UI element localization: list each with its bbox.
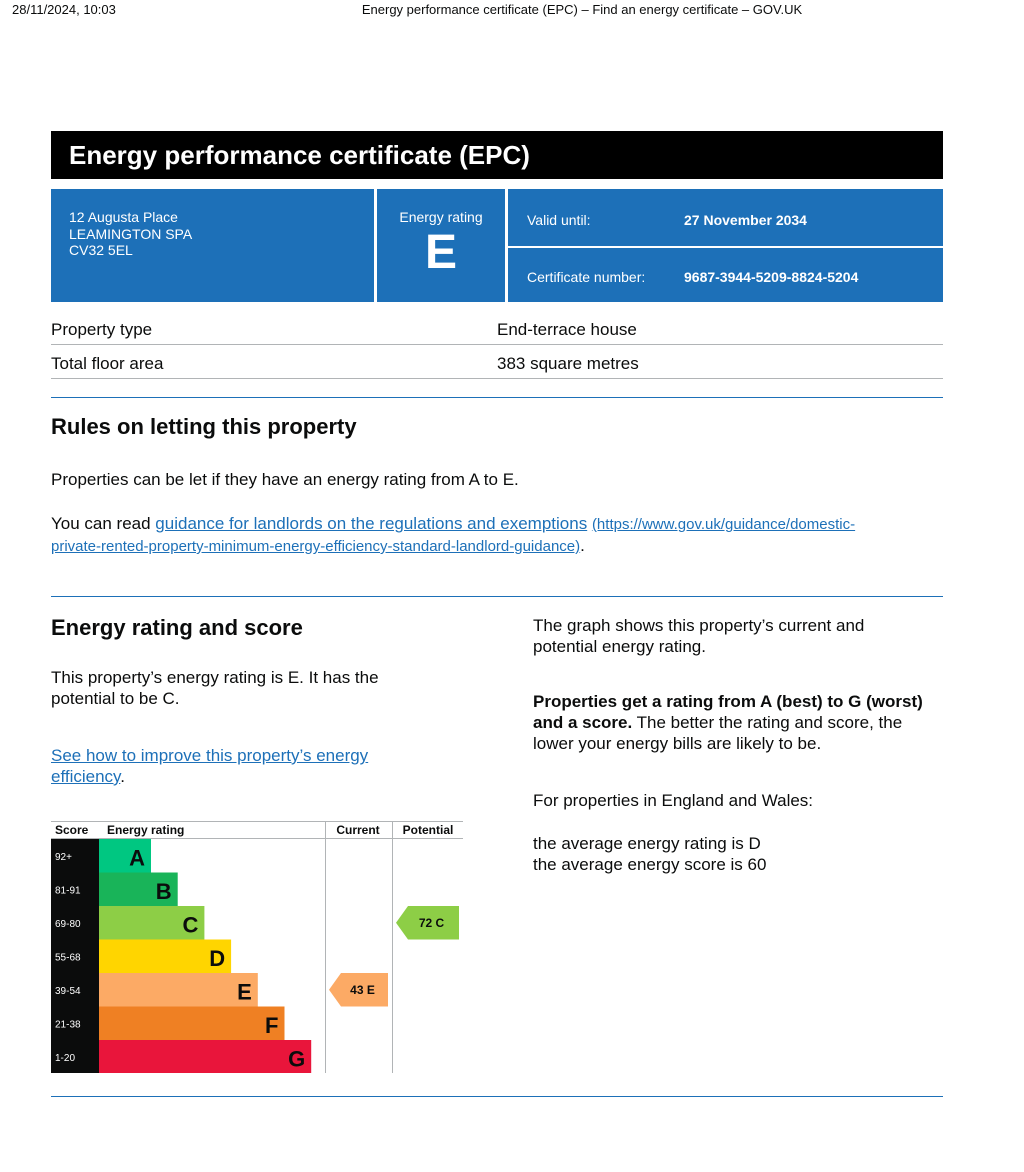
band-letter-g: G [288, 1046, 306, 1072]
band-letter-e: E [237, 979, 252, 1005]
property-type-value: End-terrace house [497, 320, 637, 339]
score-paragraph [51, 667, 379, 709]
certificate-title: Energy performance certificate (EPC) [51, 131, 943, 179]
band-score-range: 69-80 [55, 918, 81, 930]
property-type-row [51, 311, 943, 345]
section-divider [51, 596, 943, 597]
landlord-guidance-link[interactable]: guidance for landlords on the regulations and exemptions [155, 514, 588, 533]
rating-explanation-rest-1: The better the rating and score, the [632, 713, 903, 732]
rating-explanation-bold-2: and a score. [533, 713, 633, 732]
band-bar-g [99, 1040, 311, 1073]
band-bar-f [99, 1007, 285, 1041]
address-line-2: LEAMINGTON SPA [69, 225, 193, 242]
property-type-label: Property type [51, 320, 153, 339]
energy-rating-chart [51, 821, 463, 1073]
address-line-1: 12 Augusta Place [69, 209, 178, 225]
average-rating: the average energy rating is D [533, 834, 761, 853]
band-score-range: 81-91 [55, 885, 81, 897]
band-bar-e [99, 973, 258, 1007]
energy-rating-label: Energy rating [399, 209, 483, 225]
property-address [51, 189, 374, 302]
certificate-number-label: Certificate number: [527, 269, 646, 285]
chart-header-current: Current [336, 823, 380, 837]
floor-area-label: Total floor area [51, 354, 164, 373]
band-score-range: 92+ [55, 851, 72, 863]
rules-paragraph-2 [51, 513, 951, 557]
improve-suffix: . [120, 767, 126, 786]
improve-efficiency-link-line-1[interactable]: See how to improve this property’s energy [51, 746, 369, 765]
print-date: 28/11/2024, 10:03 [12, 2, 116, 17]
graph-description-line-2: potential energy rating. [533, 637, 706, 656]
england-wales-note: For properties in England and Wales: [533, 791, 814, 810]
rating-explanation-rest-2: lower your energy bills are likely to be. [533, 734, 822, 753]
print-page-title: Energy performance certificate (EPC) – Find an energy certificate – GOV.UK [361, 2, 803, 17]
score-paragraph-line-1: This property’s energy rating is E. It has the [51, 668, 379, 687]
average-score: the average energy score is 60 [533, 855, 767, 874]
improve-efficiency-link-line-2[interactable]: efficiency [51, 767, 121, 786]
landlord-guidance-url-1[interactable]: (https://www.gov.uk/guidance/domestic- [591, 516, 856, 533]
band-score-range: 39-54 [55, 985, 81, 997]
certificate-summary [51, 189, 943, 302]
band-letter-a: A [129, 845, 145, 871]
averages [533, 833, 766, 875]
chart-header-score: Score [55, 823, 89, 837]
energy-rating-chart-svg [51, 821, 463, 1073]
chart-header-potential: Potential [402, 823, 454, 837]
band-letter-f: F [265, 1013, 279, 1038]
section-divider [51, 1096, 943, 1097]
rules-heading: Rules on letting this property [51, 414, 357, 439]
current-rating-pointer-label: 43 E [350, 982, 375, 997]
band-letter-d: D [209, 946, 226, 971]
band-letter-b: B [155, 879, 172, 904]
energy-rating-box [377, 189, 505, 302]
floor-area-value: 383 square metres [497, 354, 639, 373]
potential-rating-pointer-label: 72 C [418, 915, 445, 930]
graph-description [533, 615, 864, 657]
rating-explanation-bold-1: Properties get a rating from A (best) to G (worst) [533, 692, 923, 711]
band-letter-c: C [182, 912, 199, 938]
band-score-range: 21-38 [55, 1019, 81, 1031]
section-divider [51, 397, 943, 398]
valid-until-label: Valid until: [527, 212, 591, 228]
rules-paragraph-2-prefix: You can read [51, 514, 156, 533]
property-details-table [51, 311, 943, 379]
score-heading: Energy rating and score [51, 615, 303, 640]
graph-description-line-1: The graph shows this property’s current and [533, 616, 865, 635]
certificate-number-row [508, 248, 943, 302]
energy-rating-letter: E [424, 226, 457, 279]
band-score-range: 1-20 [55, 1052, 76, 1064]
improve-paragraph [51, 745, 368, 787]
score-paragraph-line-2: potential to be C. [51, 689, 180, 708]
valid-until-row [508, 189, 943, 246]
chart-header-energy-rating: Energy rating [107, 823, 185, 837]
rules-paragraph-2-suffix: . [580, 536, 585, 555]
floor-area-row [51, 345, 943, 379]
certificate-number-value: 9687-3944-5209-8824-5204 [684, 269, 859, 285]
valid-until-value: 27 November 2034 [684, 212, 807, 228]
rating-explanation [533, 691, 923, 754]
rules-paragraph-1: Properties can be let if they have an energy rating from A to E. [51, 470, 519, 489]
band-score-range: 55-68 [55, 952, 81, 964]
address-line-3: CV32 5EL [69, 242, 133, 258]
print-header [0, 0, 1024, 22]
landlord-guidance-url-2[interactable]: private-rented-property-minimum-energy-efficiency-standard-landlord-guidance) [51, 538, 581, 555]
